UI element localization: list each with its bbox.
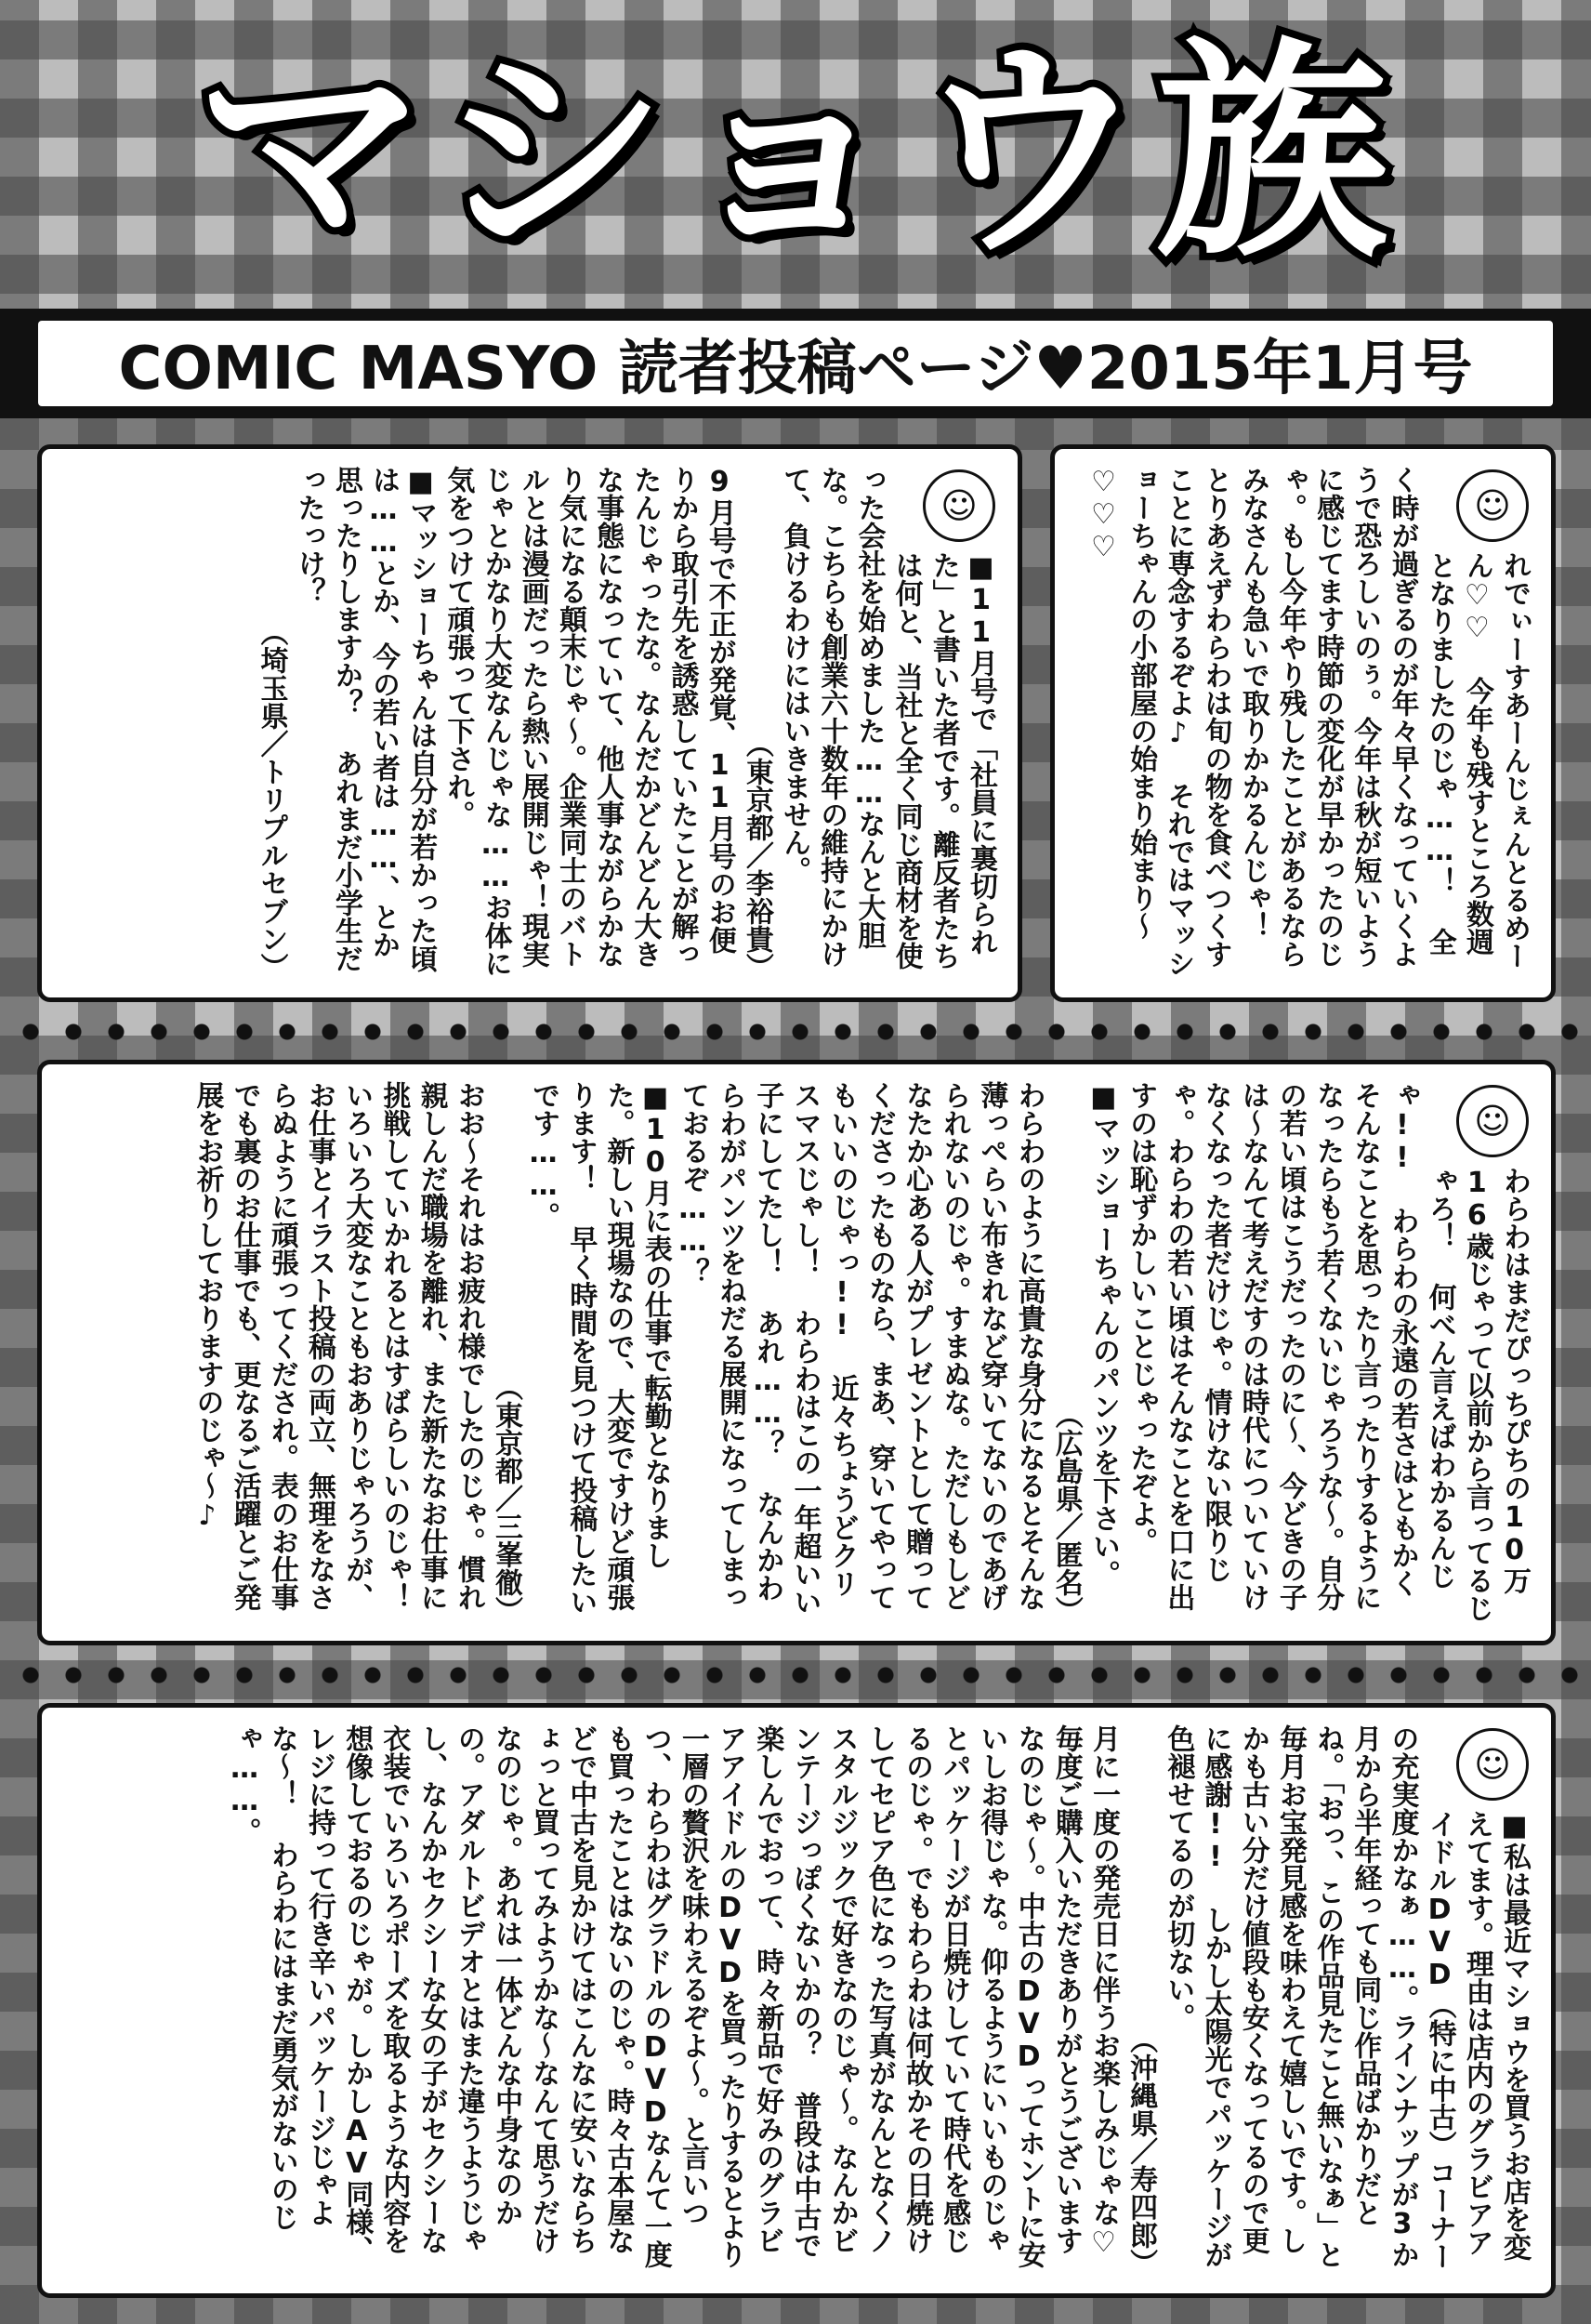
mascot-avatar-icon: ☺ (923, 469, 995, 542)
letter-text: ■マッショーちゃんは自分が若かった頃は……とか、今の若い者は……、とか思ったりしますか？ あれまだ小学生だったっけ？ (292, 466, 438, 972)
letter-text: ■私は最近マショウを買うお店を変えてます。理由は店内のグラビアアイドルDVD（特に中古）コーナーの充実度かなぁ……。ラインナップが3か月から半年経っても同じ作品ばかりだとね。「おっ、この作品見たこと無いなぁ」と毎月お宝発見感を味わえて嬉しいです。しかも古い分だけ値段も安くなってるので更に感謝!! しかし太陽光でパッケージが色褪せてるのが切ない。 (1162, 1724, 1531, 2270)
letter-sender: （東京都／三峯徹） (489, 1373, 522, 1624)
letter-body (60, 1081, 1532, 1644)
letter-body (1073, 466, 1532, 981)
reply-text: おお〜それはお疲れ様でしたのじゃ。慣れ親しんだ職場を離れ、また新たなお仕事に挑戦していかれるとはすばらしいのじゃ！ いろいろ大変なこともおありじゃろうが、お仕事とイラスト投稿の両立、無理をなさらぬように頑張ってくだされ。表のお仕事でも裏のお仕事でも、更なるご活躍とご発展をお祈りしておりますのじゃ〜♪ (191, 1081, 485, 1644)
letter-sender: （沖縄県／寿四郎） (1124, 2026, 1158, 2277)
letter-sender: （広島県／匿名） (1049, 1401, 1083, 1624)
reply-text: 月に一度の発売日に伴うお楽しみじゃな♡ 毎度ご購入いただきありがとうございますなのじゃ〜。中古のDVDってホントに安いしお得じゃな。仰るようにいいものじゃとパッケージが日焼けしていて時代を感じるのじゃ。でもわらわは何故かその日焼けしてセピア色になった写真がなんとなくノスタルジックで好きなのじゃ〜。なんかビンテージっぽくないかの？ 普段は中古で楽しんでおって、時々新品で好みのグラビアアイドルのDVDを買ったりするとより一層の贅沢を味わえるぞよ〜。と言いつつ、わらわはグラドルのDVDなんて一度も買ったことはないのじゃ。時々古本屋などで中古を見かけてはこんなに安いならちょっと買ってみようかな〜なんて思うだけなのじゃ。あれは一体どんな中身なのかの。アダルトビデオとはまた違うようじゃし、なんかセクシーな女の子がセクシーな衣装でいろいろポーズを取るような内容を想像しておるのじゃが。しかしAV同様、レジに持って行き辛いパッケージじゃよな〜！ わらわにはまだ勇気がないのじゃ……。 (228, 1724, 1120, 2291)
reply-text: わらわはまだぴっちぴちの10万16歳じゃって以前から言ってるじゃろ！ 何べん言えばわかるんじゃ!! わらわの永遠の若さはともかくそんなことを思ったり言ったりするようになったらもう若くないじゃろうな〜。自分の若い頃はこうだったのに〜、今どきの子は〜なんて考えだすのは時代についていけなくなった者だけじゃ。情けない限りじゃ。わらわの若い頃はそんなことを口に出すのは恥ずかしいことじゃったぞよ。 (1124, 1081, 1531, 1622)
letter-panel (1050, 444, 1556, 1002)
reply-text: わらわのように高貴な身分になるとそんな薄っぺらい布きれなど穿いてないのであげられないのじゃ。すまぬな。ただしもしどなたか心ある人がプレゼントとして贈ってくださったものなら、まあ、穿いてやってもいいのじゃっ!! 近々ちょうどクリスマスじゃし！ わらわはこの一年超いい子にしてたし！ あれ……？ なんかわらわがパンツをねだる展開になってしまっておるぞ……？ (676, 1081, 1045, 1616)
letter-text: ■マッショーちゃんのパンツを下さい。 (1086, 1081, 1120, 1588)
letter-text: れでぃーすあーんじぇんとるめーん♡♡ 今年も残すところ数週となりましたのじゃ……！ 全く時が過ぎるのが年々早くなっていくようで恐ろしいのぅ。今年は秋が短いように感じてます時節の変化が早かったのじゃ。もし今年やり残したことがあるならみなさんも急いで取りかかるんじゃ！ とりあえずわらわは旬の物を食べつくすことに専念するぞよ♪ それではマッショーちゃんの小部屋の始まり始まり〜♡♡♡ (1086, 466, 1531, 977)
mascot-avatar-icon: ☺ (1456, 1728, 1529, 1801)
page-subtitle: COMIC MASYO 読者投稿ページ♥2015年1月号 (118, 335, 1473, 403)
letter-body (60, 1724, 1532, 2291)
subtitle-bar (0, 309, 1591, 418)
letter-body (60, 466, 999, 981)
subtitle-box (38, 321, 1553, 406)
dotted-divider (0, 1657, 1591, 1694)
page-title: マショウ族 (193, 18, 1398, 288)
letter-sender: （東京都／李裕貴） (740, 730, 773, 981)
letter-sender: （埼玉県／トリプルセブン） (255, 618, 288, 981)
letter-panel (37, 444, 1022, 1002)
dotted-divider (0, 1013, 1591, 1050)
mascot-avatar-icon: ☺ (1456, 1085, 1529, 1157)
letter-text: ■11月号で「社員に裏切られた」と書いた者です。離反者たちは何と、当社と全く同じ商材を使った会社を始めました……なんと大胆な。こちらも創業六十数年の維持にかけて、負けるわけにはいきません。 (778, 466, 997, 970)
mascot-avatar-icon: ☺ (1456, 469, 1529, 542)
letter-panel (37, 1060, 1556, 1645)
title-banner (0, 0, 1591, 307)
letter-panel (37, 1703, 1556, 2298)
letter-text: ■10月に表の仕事で転勤となりました。新しい現場なので、大変ですけど頑張ります！ 早く時間を見つけて投稿したいです……。 (527, 1081, 672, 1616)
reply-text: 9月号で不正が発覚、11月号のお便りから取引先を誘惑していたことが解ったんじゃったな。なんだかどんどん大きな事態になっていて、他人事ながらかなり気になる顛末じゃ〜。企業同士のバトルとは漫画だったら熱い展開じゃ！現実じゃとかなり大変なんじゃな……お体に気をつけて頑張って下され。 (441, 466, 736, 977)
